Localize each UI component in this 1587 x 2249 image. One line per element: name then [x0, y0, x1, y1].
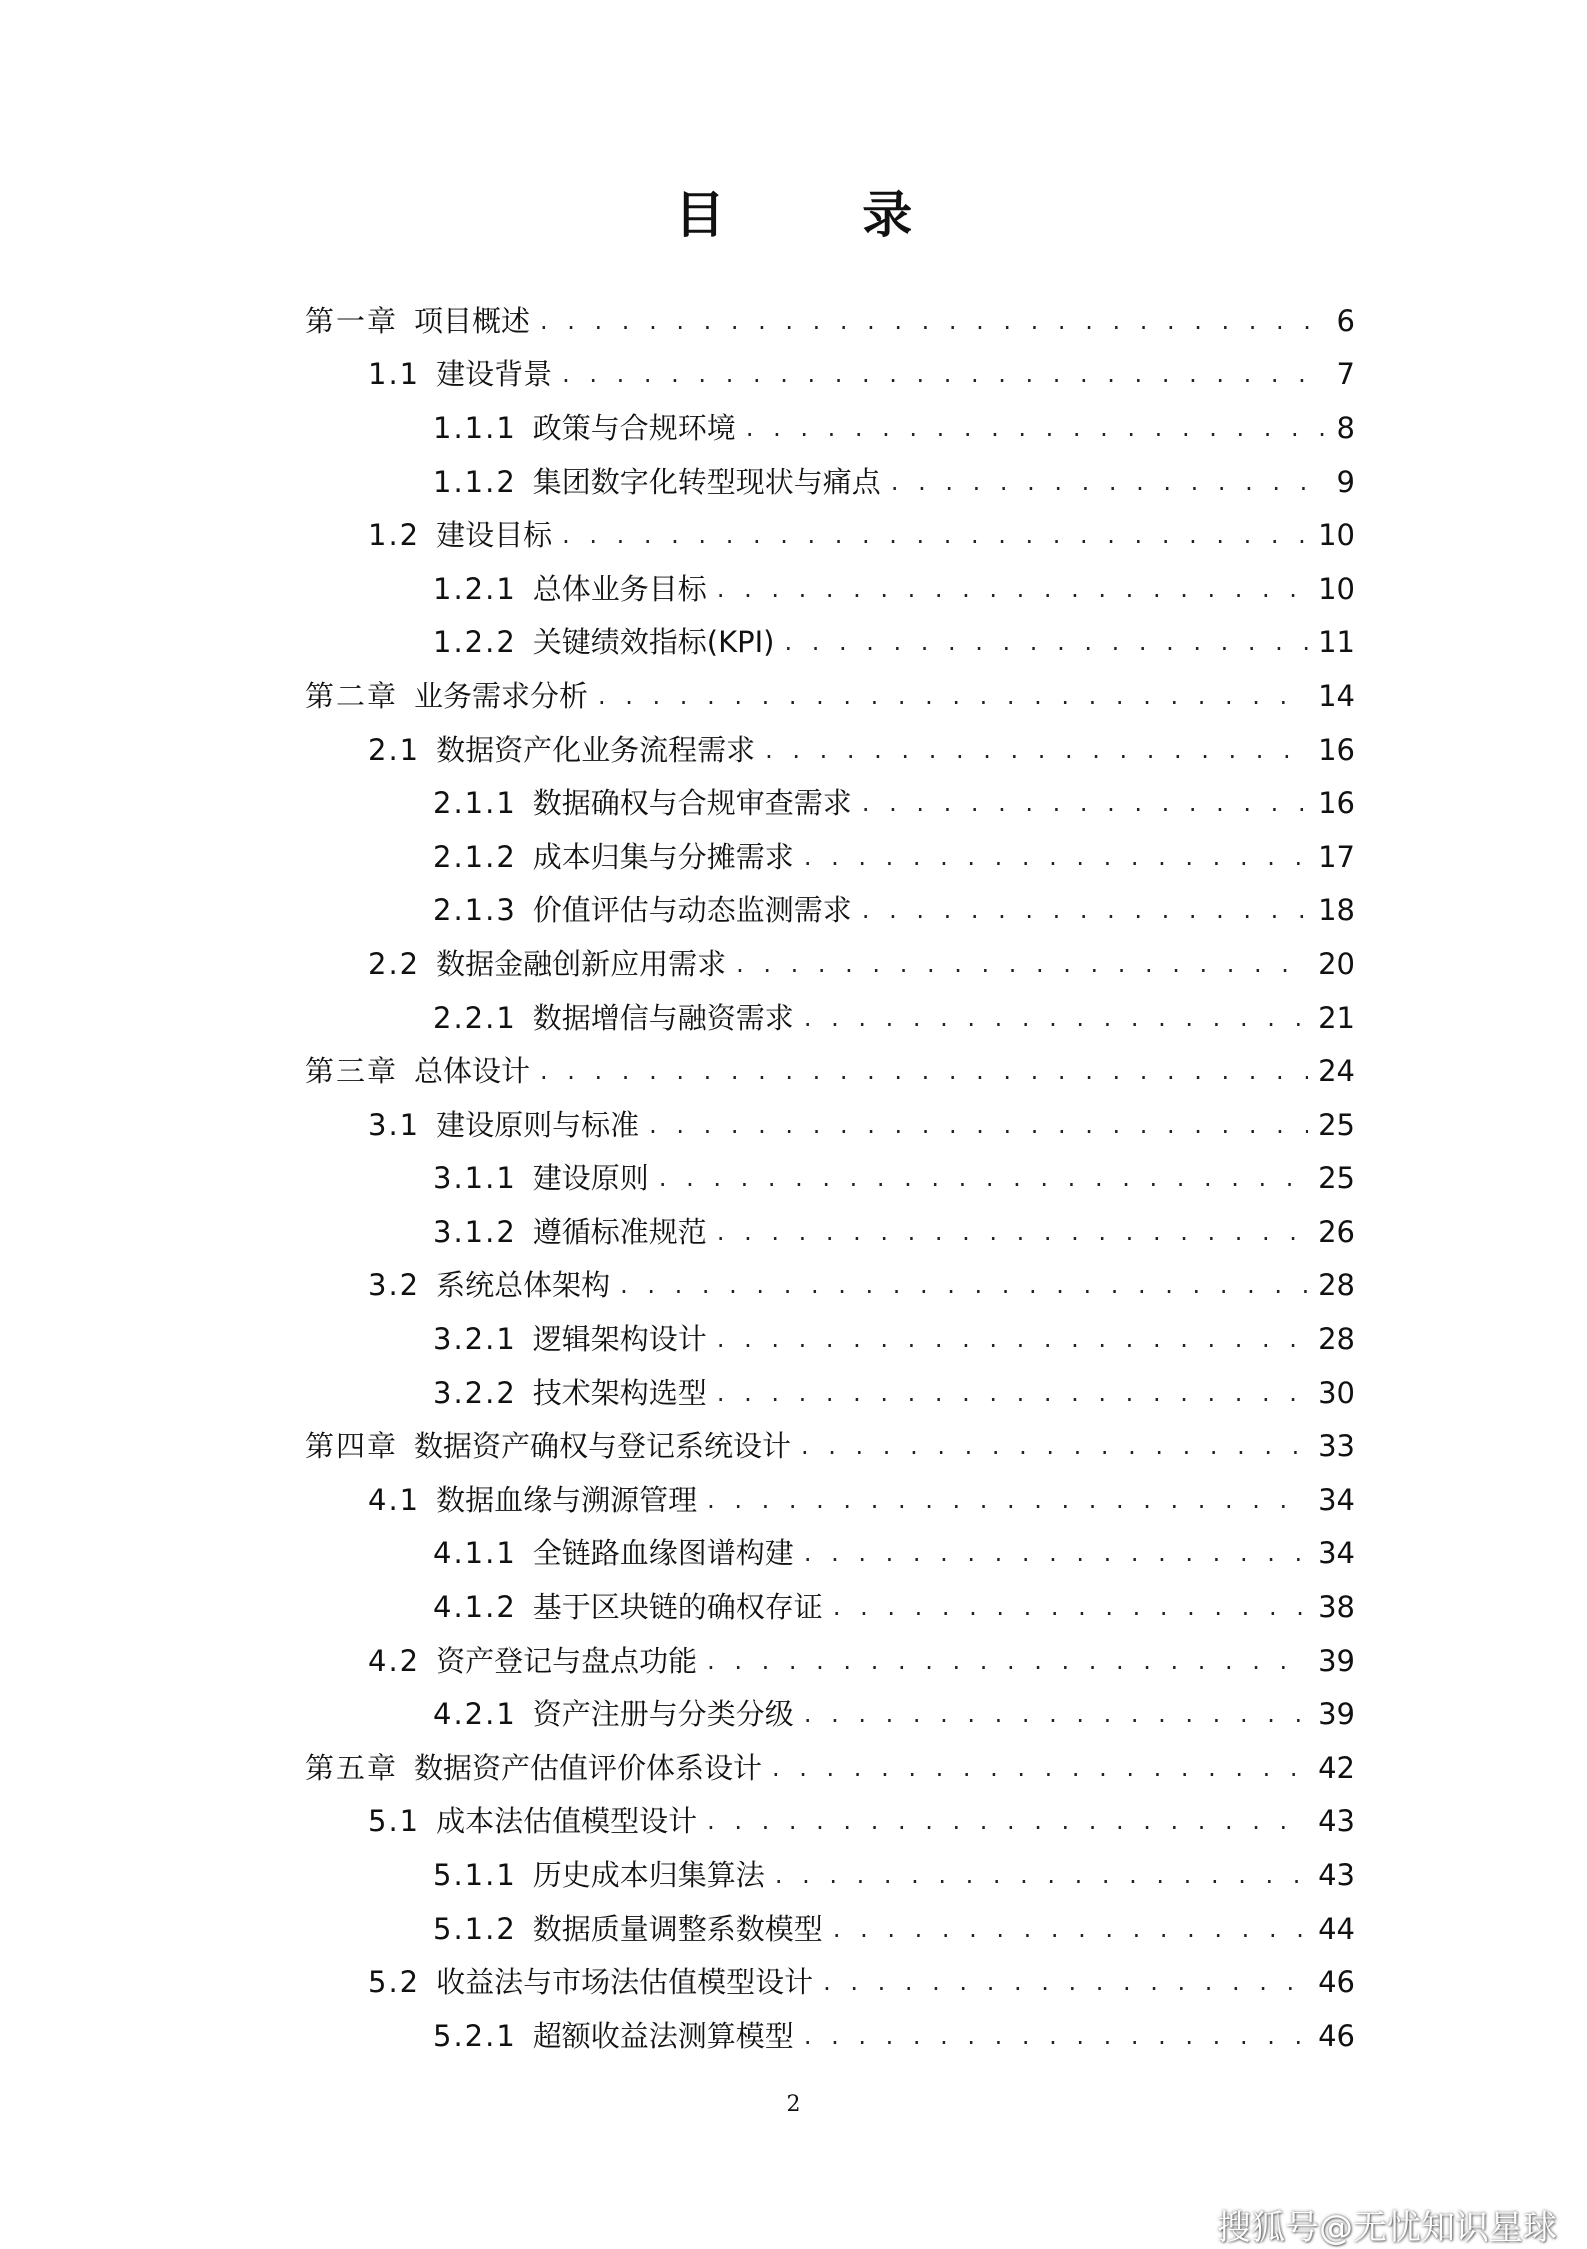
toc-entry-page: 30: [1318, 1375, 1355, 1410]
toc-entry-number: 4.1: [368, 1482, 421, 1517]
toc-leader-dots: [804, 1533, 1308, 1573]
toc-entry[interactable]: [305, 455, 1355, 509]
toc-entry-number: 3.2: [368, 1268, 421, 1303]
toc-leader-dots: [540, 1051, 1308, 1091]
toc-entry-title: 总体业务目标: [532, 571, 707, 606]
toc-entry[interactable]: [305, 1687, 1355, 1741]
toc-entry[interactable]: [305, 991, 1355, 1045]
toc-entry[interactable]: [305, 508, 1355, 562]
toc-entry-title: 关键绩效指标(KPI): [532, 625, 775, 660]
toc-entry-title: 数据资产确权与登记系统设计: [414, 1429, 792, 1464]
toc-entry-number: 4.2: [368, 1643, 421, 1678]
toc-entry[interactable]: [305, 1795, 1355, 1849]
toc-entry-number: 1.1.2: [433, 464, 517, 499]
toc-entry-number: 5.1.1: [433, 1858, 517, 1893]
toc-leader-dots: [804, 1694, 1308, 1734]
toc-entry-title: 集团数字化转型现状与痛点: [532, 464, 881, 499]
page-number: 2: [786, 2092, 801, 2117]
toc-entry-title: 数据增信与融资需求: [532, 1000, 794, 1035]
toc-entry-page: 39: [1318, 1643, 1355, 1678]
toc-leader-dots: [804, 837, 1308, 877]
toc-entry-number: 2.2: [368, 946, 421, 981]
toc-entry-page: 10: [1318, 571, 1355, 606]
toc-entry-title: 成本归集与分摊需求: [532, 839, 794, 874]
toc-entry-title: 成本法估值模型设计: [436, 1804, 698, 1839]
toc-entry[interactable]: [305, 2009, 1355, 2063]
toc-entry-number: 第二章: [305, 678, 399, 713]
toc-entry[interactable]: [305, 830, 1355, 884]
toc-entry[interactable]: [305, 1527, 1355, 1581]
toc-entry-page: 34: [1318, 1536, 1355, 1571]
toc-entry-number: 1.2.2: [433, 625, 517, 660]
toc-leader-dots: [540, 301, 1325, 341]
toc-entry-number: 第一章: [305, 303, 399, 338]
toc-entry[interactable]: [305, 348, 1355, 402]
toc-leader-dots: [746, 408, 1325, 448]
toc-entry-title: 数据资产估值评价体系设计: [414, 1750, 763, 1785]
toc-entry[interactable]: [305, 1044, 1355, 1098]
toc-leader-dots: [717, 569, 1308, 609]
toc-entry-number: 4.1.2: [433, 1590, 517, 1625]
toc-entry-page: 46: [1318, 2018, 1355, 2053]
toc-entry-page: 24: [1318, 1054, 1355, 1089]
toc-entry[interactable]: [305, 1205, 1355, 1259]
toc-entry-title: 历史成本归集算法: [532, 1858, 765, 1893]
toc-entry-number: 2.1.1: [433, 786, 517, 821]
toc-entry[interactable]: [305, 1580, 1355, 1634]
toc-entry-page: 10: [1318, 518, 1355, 553]
toc-leader-dots: [707, 1480, 1308, 1520]
toc-leader-dots: [784, 622, 1308, 662]
toc-entry-title: 资产登记与盘点功能: [436, 1643, 698, 1678]
toc-entry-page: 20: [1318, 946, 1355, 981]
toc-entry-title: 资产注册与分类分级: [532, 1697, 794, 1732]
toc-entry-number: 3.2.2: [433, 1375, 517, 1410]
toc-entry-number: 2.1.3: [433, 893, 517, 928]
toc-entry-number: 2.1.2: [433, 839, 517, 874]
toc-entry-page: 16: [1318, 732, 1355, 767]
toc-entry-title: 全链路血缘图谱构建: [532, 1536, 794, 1571]
toc-entry-title: 数据质量调整系数模型: [532, 1911, 823, 1946]
toc-leader-dots: [765, 730, 1308, 770]
toc-entry-number: 5.2.1: [433, 2018, 517, 2053]
toc-entry-title: 建设背景: [436, 357, 553, 392]
toc-entry-page: 43: [1318, 1804, 1355, 1839]
toc-entry-number: 3.1.1: [433, 1161, 517, 1196]
toc-entry-number: 1.2: [368, 518, 421, 553]
toc-entry-title: 建设原则与标准: [436, 1107, 640, 1142]
toc-entry-page: 38: [1318, 1590, 1355, 1625]
toc-leader-dots: [823, 1962, 1308, 2002]
toc-entry-title: 总体设计: [414, 1054, 531, 1089]
toc-entry[interactable]: [305, 669, 1355, 723]
toc-entry-page: 14: [1318, 678, 1355, 713]
toc-entry[interactable]: [305, 1419, 1355, 1473]
toc-entry-page: 39: [1318, 1697, 1355, 1732]
toc-leader-dots: [649, 1105, 1308, 1145]
toc-entry-page: 9: [1336, 464, 1355, 499]
toc-entry[interactable]: [305, 1955, 1355, 2009]
toc-entry-title: 逻辑架构设计: [532, 1322, 707, 1357]
toc-entry[interactable]: [305, 1152, 1355, 1206]
toc-leader-dots: [707, 1801, 1308, 1841]
toc-leader-dots: [717, 1373, 1308, 1413]
toc-entry[interactable]: [305, 723, 1355, 777]
toc-entry-title: 数据血缘与溯源管理: [436, 1482, 698, 1517]
toc-leader-dots: [717, 1319, 1308, 1359]
toc-entry[interactable]: [305, 937, 1355, 991]
toc-entry-number: 4.2.1: [433, 1697, 517, 1732]
toc-entry-page: 8: [1336, 410, 1355, 445]
toc-entry-number: 第五章: [305, 1750, 399, 1785]
toc-entry-page: 44: [1318, 1911, 1355, 1946]
toc-entry-number: 3.2.1: [433, 1322, 517, 1357]
toc-leader-dots: [833, 1587, 1308, 1627]
toc-entry-title: 遵循标准规范: [532, 1214, 707, 1249]
toc-entry-number: 2.2.1: [433, 1000, 517, 1035]
toc-entry-page: 18: [1318, 893, 1355, 928]
toc-leader-dots: [717, 1212, 1308, 1252]
toc-entry-page: 26: [1318, 1214, 1355, 1249]
toc-entry[interactable]: [305, 1634, 1355, 1688]
toc-entry-page: 43: [1318, 1858, 1355, 1893]
toc-entry-title: 收益法与市场法估值模型设计: [436, 1965, 814, 2000]
table-of-contents: [305, 294, 1355, 2063]
toc-entry-title: 政策与合规环境: [532, 410, 736, 445]
toc-entry-title: 数据金融创新应用需求: [436, 946, 727, 981]
toc-entry-page: 28: [1318, 1268, 1355, 1303]
toc-entry[interactable]: [305, 1366, 1355, 1420]
toc-leader-dots: [562, 354, 1325, 394]
toc-entry[interactable]: [305, 776, 1355, 830]
toc-leader-dots: [598, 676, 1308, 716]
toc-entry-title: 建设目标: [436, 518, 553, 553]
toc-entry-title: 建设原则: [532, 1161, 649, 1196]
toc-entry-page: 11: [1318, 625, 1355, 660]
toc-entry-number: 第四章: [305, 1429, 399, 1464]
toc-entry-page: 33: [1318, 1429, 1355, 1464]
toc-entry[interactable]: [305, 562, 1355, 616]
toc-entry-title: 系统总体架构: [436, 1268, 611, 1303]
toc-entry-title: 技术架构选型: [532, 1375, 707, 1410]
toc-entry-title: 项目概述: [414, 303, 531, 338]
toc-leader-dots: [620, 1265, 1308, 1305]
toc-entry-number: 5.1: [368, 1804, 421, 1839]
toc-entry-title: 业务需求分析: [414, 678, 589, 713]
toc-entry-page: 17: [1318, 839, 1355, 874]
toc-entry-page: 34: [1318, 1482, 1355, 1517]
toc-entry-title: 超额收益法测算模型: [532, 2018, 794, 2053]
watermark: 搜狐号@无忧知识星球: [1217, 2208, 1557, 2248]
toc-leader-dots: [833, 1909, 1308, 1949]
toc-entry-number: 3.1: [368, 1107, 421, 1142]
toc-entry-title: 基于区块链的确权存证: [532, 1590, 823, 1625]
toc-leader-dots: [801, 1426, 1308, 1466]
toc-entry-page: 7: [1336, 357, 1355, 392]
toc-entry-number: 3.1.2: [433, 1214, 517, 1249]
toc-entry-number: 1.1: [368, 357, 421, 392]
toc-entry-number: 1.2.1: [433, 571, 517, 606]
toc-leader-dots: [862, 890, 1308, 930]
toc-entry[interactable]: [305, 1098, 1355, 1152]
toc-leader-dots: [775, 1855, 1308, 1895]
toc-entry-page: 25: [1318, 1107, 1355, 1142]
toc-entry[interactable]: [305, 1902, 1355, 1956]
toc-entry-page: 25: [1318, 1161, 1355, 1196]
toc-entry-title: 价值评估与动态监测需求: [532, 893, 852, 928]
toc-leader-dots: [804, 2016, 1308, 2056]
toc-entry-title: 数据确权与合规审查需求: [532, 786, 852, 821]
toc-leader-dots: [891, 462, 1325, 502]
toc-entry-title: 数据资产化业务流程需求: [436, 732, 756, 767]
toc-leader-dots: [804, 998, 1308, 1038]
toc-leader-dots: [659, 1158, 1308, 1198]
toc-entry[interactable]: [305, 401, 1355, 455]
toc-entry-page: 46: [1318, 1965, 1355, 2000]
toc-entry[interactable]: [305, 1741, 1355, 1795]
toc-entry-page: 28: [1318, 1322, 1355, 1357]
toc-entry-page: 6: [1336, 303, 1355, 338]
toc-leader-dots: [736, 944, 1308, 984]
toc-leader-dots: [707, 1641, 1308, 1681]
toc-entry-number: 第三章: [305, 1054, 399, 1089]
toc-leader-dots: [562, 515, 1308, 555]
toc-entry-page: 21: [1318, 1000, 1355, 1035]
toc-entry-page: 42: [1318, 1750, 1355, 1785]
toc-entry-page: 16: [1318, 786, 1355, 821]
toc-entry[interactable]: [305, 294, 1355, 348]
toc-entry-number: 4.1.1: [433, 1536, 517, 1571]
toc-entry-number: 1.1.1: [433, 410, 517, 445]
page-title: 目 录: [674, 186, 973, 244]
toc-entry-number: 2.1: [368, 732, 421, 767]
toc-leader-dots: [772, 1748, 1308, 1788]
toc-entry-number: 5.2: [368, 1965, 421, 2000]
toc-entry[interactable]: [305, 616, 1355, 670]
toc-entry[interactable]: [305, 1848, 1355, 1902]
toc-entry[interactable]: [305, 884, 1355, 938]
toc-leader-dots: [862, 783, 1308, 823]
toc-entry-number: 5.1.2: [433, 1911, 517, 1946]
toc-entry[interactable]: [305, 1259, 1355, 1313]
toc-entry[interactable]: [305, 1312, 1355, 1366]
toc-entry[interactable]: [305, 1473, 1355, 1527]
